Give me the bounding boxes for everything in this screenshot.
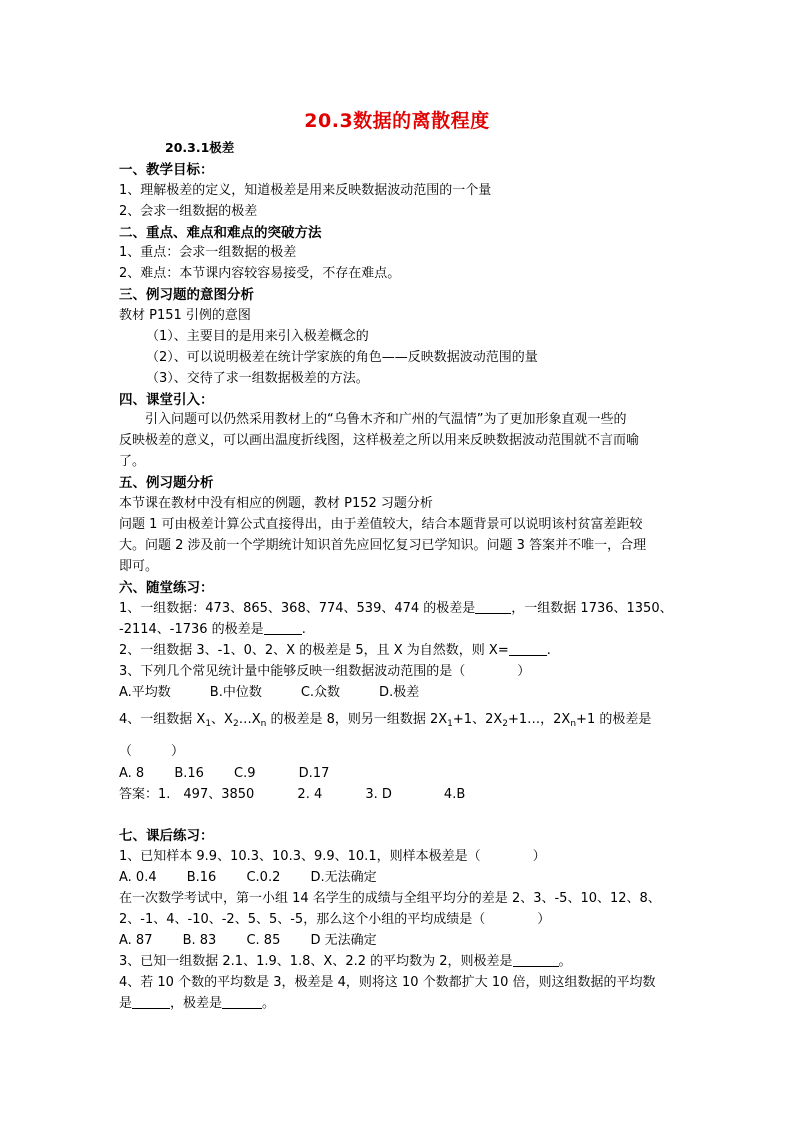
practice-answers: 答案：1. 497、3850 2. 4 3. D 4.B	[119, 787, 466, 802]
key-point-line-1: 1、重点：会求一组数据的极差	[119, 245, 297, 260]
homework-q4-line-2: 是 ，极差是 。	[119, 996, 276, 1011]
answer-blank	[222, 995, 262, 1009]
homework-q4-line-1: 4、若 10 个数的平均数是 3，极差是 4，则将这 10 个数都扩大 10 倍，则这组数据的平均数	[119, 975, 656, 990]
answer-blank	[132, 995, 170, 1009]
intent-line-2: （1）、主要目的是用来引入极差概念的	[146, 329, 369, 344]
heading-example-analysis: 五、例习题分析	[119, 475, 214, 491]
heading-key-points: 二、重点、难点和难点的突破方法	[119, 225, 322, 241]
practice-q3: 3、下列几个常见统计量中能够反映一组数据波动范围的是（ ）	[119, 664, 531, 679]
homework-q3: 3、已知一组数据 2.1、1.9、1.8、X、2.2 的平均数为 2，则极差是 。	[119, 954, 572, 969]
intent-line-1: 教材 P151 引例的意图	[119, 308, 251, 323]
analysis-line-1: 本节课在教材中没有相应的例题，教材 P152 习题分析	[119, 496, 433, 511]
practice-q4-options: A. 8 B.16 C.9 D.17	[119, 766, 330, 781]
objective-line-2: 2、会求一组数据的极差	[119, 204, 258, 219]
key-point-line-2: 2、难点：本节课内容较容易接受，不存在难点。	[119, 266, 401, 281]
heading-introduction: 四、课堂引入：	[119, 392, 214, 408]
homework-q1: 1、已知样本 9.9、10.3、10.3、9.9、10.1，则样本极差是（ ）	[119, 849, 546, 864]
homework-q2-options: A. 87 B. 83 C. 85 D 无法确定	[119, 933, 377, 948]
analysis-line-4: 即可。	[119, 559, 159, 574]
heading-intent: 三、例习题的意图分析	[119, 287, 254, 303]
heading-homework: 七、课后练习：	[119, 828, 214, 844]
answer-blank	[264, 621, 302, 635]
objective-line-1: 1、理解极差的定义，知道极差是用来反映数据波动范围的一个量	[119, 183, 492, 198]
document-title: 20.3数据的离散程度	[304, 110, 490, 132]
answer-blank	[513, 953, 559, 967]
homework-q2-line-2: 2、-1、4、-10、-2、5、5、-5，那么这个小组的平均成绩是（ ）	[119, 912, 551, 927]
intro-line-2: 反映极差的意义，可以画出温度折线图，这样极差之所以用来反映数据波动范围就不言而喻	[119, 433, 640, 448]
homework-q2-line-1: 在一次数学考试中，第一小组 14 名学生的成绩与全组平均分的差是 2、3、-5、10、12、8、	[119, 891, 661, 906]
section-subtitle: 20.3.1极差	[165, 140, 235, 155]
homework-q1-options: A. 0.4 B.16 C.0.2 D.无法确定	[119, 870, 377, 885]
answer-blank	[475, 600, 511, 614]
intent-line-4: （3）、交待了求一组数据极差的方法。	[146, 371, 369, 386]
intro-line-3: 了。	[119, 454, 146, 469]
intent-line-3: （2）、可以说明极差在统计学家族的角色——反映数据波动范围的量	[146, 350, 538, 365]
practice-q1-line-1: 1、一组数据：473、865、368、774、539、474 的极差是 ，一组数据 1736、1350、	[119, 601, 673, 616]
practice-q1-line-2: -2114、-1736 的极差是 .	[119, 622, 306, 637]
heading-class-practice: 六、随堂练习：	[119, 580, 214, 596]
practice-q3-options: A.平均数 B.中位数 C.众数 D.极差	[119, 685, 420, 700]
heading-objectives: 一、教学目标：	[119, 162, 214, 178]
intro-line-1: 引入问题可以仍然采用教材上的“乌鲁木齐和广州的气温情”为了更加形象直观一些的	[119, 412, 627, 427]
practice-q2: 2、一组数据 3、-1、0、2、X 的极差是 5，且 X 为自然数，则 X= .	[119, 643, 551, 658]
analysis-line-2: 问题 1 可由极差计算公式直接得出，由于差值较大，结合本题背景可以说明该村贫富差距较	[119, 517, 643, 532]
answer-blank	[509, 642, 547, 656]
practice-q4: 4、一组数据 $X_1$、$X_2\dots X_n$ 的极差是 8，则另一组数据 $2X_1+1$、$2X_2+1\dots$，$2X_n+1$ 的极差是	[119, 712, 652, 729]
analysis-line-3: 大。问题 2 涉及前一个学期统计知识首先应回忆复习已学知识。问题 3 答案并不唯一，合理	[119, 538, 647, 553]
practice-q4-paren: （ ）	[119, 744, 185, 759]
